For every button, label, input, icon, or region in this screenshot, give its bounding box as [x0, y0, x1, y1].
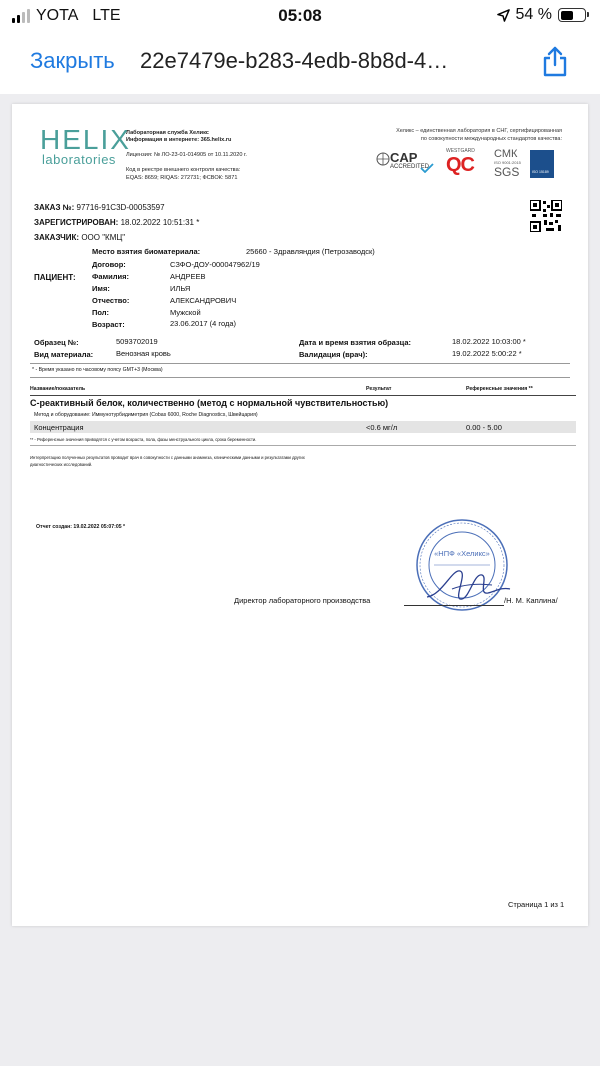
field-value: 25660 - Здравляндия (Петрозаводск) — [246, 247, 375, 256]
lab-name: Лабораторная служба Хеликс — [126, 130, 209, 136]
field-value: ИЛЬЯ — [170, 284, 191, 293]
carrier-name: YOTA — [36, 7, 79, 24]
registered-value: 18.02.2022 10:51:31 * — [120, 218, 200, 227]
sgs-logo — [492, 148, 522, 182]
registered-line — [34, 218, 199, 227]
registered-label: ЗАРЕГИСТРИРОВАН: — [34, 218, 119, 227]
lab-website: Информация в интернете: 365.helix.ru — [126, 137, 232, 143]
field-label: Место взятия биоматериала: — [92, 247, 201, 256]
result-row-value: <0.6 мг/л — [366, 423, 398, 432]
helix-logo-subtitle: laboratories — [42, 152, 116, 167]
share-icon[interactable] — [540, 45, 570, 77]
status-time: 05:08 — [278, 6, 322, 25]
cert-line-1: Хеликс – единственная лаборатория в СНГ, сертифицированная — [396, 128, 562, 134]
column-header-name: Название/показатель — [30, 386, 86, 392]
customer-label: ЗАКАЗЧИК: — [34, 233, 80, 242]
result-row-reference: 0.00 - 5.00 — [466, 423, 502, 432]
customer-line — [34, 233, 125, 242]
taken-label: Дата и время взятия образца: — [299, 338, 412, 347]
westgard-qc: QC — [446, 154, 474, 176]
validation-label: Валидация (врач): — [299, 350, 368, 359]
checkmark-icon — [420, 163, 434, 173]
field-value: СЗФО-ДОУ-000047962/19 — [170, 260, 260, 269]
field-label: Пол: — [92, 308, 110, 317]
cert-statement — [396, 128, 562, 143]
iso9001-text: ISO 9001:2015 — [494, 160, 521, 165]
westgard-logo — [444, 148, 484, 180]
patient-label: ПАЦИЕНТ: — [34, 273, 76, 282]
signature-icon — [422, 559, 512, 609]
helix-logo: HELIX — [40, 124, 131, 155]
westgard-text: WESTGARD — [446, 148, 475, 154]
battery-fill — [561, 11, 573, 20]
sample-value: 5093702019 — [116, 337, 158, 346]
field-value: АЛЕКСАНДРОВИЧ — [170, 296, 237, 305]
field-label: Отчество: — [92, 296, 130, 305]
field-label: Договор: — [92, 260, 126, 269]
sample-label: Образец №: — [34, 338, 79, 347]
interpretation-line-2: диагностических исследований. — [30, 462, 93, 467]
validation-value: 19.02.2022 5:00:22 * — [452, 349, 522, 358]
location-arrow-icon — [497, 9, 510, 22]
order-line — [34, 203, 165, 212]
cap-text: CAP — [390, 150, 418, 165]
quality-codes: EQAS: 8659; RIQAS: 272731; ФСВОК: 5871 — [126, 175, 238, 181]
column-header-result: Результат — [366, 386, 392, 392]
taken-value: 18.02.2022 10:03:00 * — [452, 337, 526, 346]
cap-logo — [376, 150, 436, 180]
cap-emblem-icon — [376, 152, 390, 166]
document-title: 22e7479e-b283-4edb-8b8d-4… — [140, 48, 449, 73]
field-label: Имя: — [92, 284, 110, 293]
cert-line-2: по совокупности международных стандартов качества: — [420, 135, 562, 142]
status-bar — [0, 0, 600, 32]
customer-value: ООО "КМЦ" — [81, 233, 126, 242]
quality-code-label: Код в реестре внешнего контроля качества: — [126, 167, 241, 173]
test-method: Метод и оборудование: Иммунотурбидиметрия (Cobas 6000, Roche Diagnostics, Швейцария) — [34, 412, 258, 418]
divider — [30, 377, 570, 378]
cap-accredited: ACCREDITED — [390, 164, 430, 170]
director-label: Директор лабораторного производства — [234, 596, 371, 605]
director-name: /Н. М. Каплина/ — [504, 596, 558, 605]
order-label: ЗАКАЗ №: — [34, 203, 75, 212]
nav-bar — [0, 32, 600, 94]
interpretation-line-1: Интерпретацию полученных результатов проводит врач в совокупности с данными анамнеза, клиническими данными и результатами других — [30, 455, 305, 460]
reference-note: ** - Референсные значения приводятся с учетом возраста, пола, фазы менструального цикла, срока беременности. — [30, 437, 257, 442]
test-title: С-реактивный белок, количественно (метод с нормальной чувствительностью) — [30, 398, 389, 408]
field-label: Фамилия: — [92, 272, 129, 281]
timezone-note: * - Время указано по часовому поясу GMT+3 (Москва) — [32, 367, 163, 373]
stamp-text: «НПФ «Хеликс» — [434, 549, 490, 558]
network-type: LTE — [92, 7, 121, 24]
document-viewer[interactable] — [0, 94, 600, 1066]
lab-license: Лицензия: № ЛО-23-01-014905 от 10.11.2020 г. — [126, 152, 247, 158]
order-value: 97716-91C3D-00053597 — [76, 203, 165, 212]
material-value: Венозная кровь — [116, 349, 171, 358]
status-right — [497, 6, 586, 24]
iso15189-badge — [530, 150, 554, 178]
field-value: 23.06.2017 (4 года) — [170, 319, 236, 328]
divider — [30, 445, 576, 446]
divider — [30, 363, 570, 364]
field-label: Возраст: — [92, 320, 125, 329]
field-value: Мужской — [170, 308, 201, 317]
close-button[interactable]: Закрыть — [30, 48, 115, 73]
field-value: АНДРЕЕВ — [170, 272, 206, 281]
material-label: Вид материала: — [34, 350, 94, 359]
table-header-divider — [30, 395, 576, 396]
report-created: Отчет создан: 19.02.2022 05:07:05 * — [36, 524, 126, 530]
iso15189-text: ISO 15189 — [532, 170, 549, 174]
sgs-text: SGS — [494, 165, 520, 179]
result-row-name: Концентрация — [34, 423, 84, 432]
qr-code-icon — [530, 200, 562, 232]
smk-text: СМК — [494, 148, 518, 160]
signature-line — [404, 605, 504, 606]
battery-percent: 54 % — [515, 6, 552, 23]
page-number: Страница 1 из 1 — [508, 900, 565, 909]
battery-icon — [558, 8, 586, 22]
column-header-reference: Референсные значения ** — [466, 386, 533, 392]
pdf-page — [12, 104, 588, 926]
